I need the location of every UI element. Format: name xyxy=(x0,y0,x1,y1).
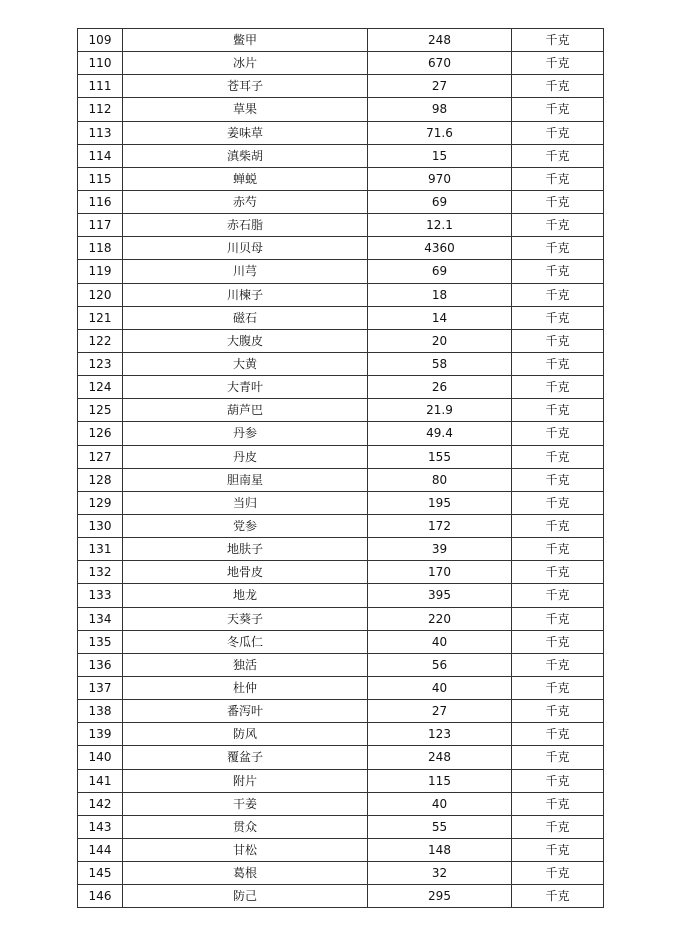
quantity-cell: 40 xyxy=(368,792,512,815)
quantity-cell: 970 xyxy=(368,167,512,190)
item-name-cell: 党参 xyxy=(123,514,368,537)
item-name-cell: 磁石 xyxy=(123,306,368,329)
table-row xyxy=(78,885,604,908)
unit-cell: 千克 xyxy=(512,723,604,746)
row-number-cell: 140 xyxy=(78,746,123,769)
quantity-cell: 20 xyxy=(368,329,512,352)
unit-cell: 千克 xyxy=(512,700,604,723)
quantity-cell: 248 xyxy=(368,746,512,769)
unit-cell: 千克 xyxy=(512,445,604,468)
unit-cell: 千克 xyxy=(512,815,604,838)
unit-cell: 千克 xyxy=(512,676,604,699)
table-row xyxy=(78,700,604,723)
quantity-cell: 14 xyxy=(368,306,512,329)
unit-cell: 千克 xyxy=(512,769,604,792)
table-row xyxy=(78,260,604,283)
item-name-cell: 滇柴胡 xyxy=(123,144,368,167)
item-name-cell: 天葵子 xyxy=(123,607,368,630)
row-number-cell: 114 xyxy=(78,144,123,167)
unit-cell: 千克 xyxy=(512,283,604,306)
quantity-cell: 69 xyxy=(368,190,512,213)
unit-cell: 千克 xyxy=(512,468,604,491)
unit-cell: 千克 xyxy=(512,607,604,630)
quantity-cell: 69 xyxy=(368,260,512,283)
unit-cell: 千克 xyxy=(512,144,604,167)
quantity-cell: 26 xyxy=(368,376,512,399)
row-number-cell: 112 xyxy=(78,98,123,121)
table-row xyxy=(78,121,604,144)
unit-cell: 千克 xyxy=(512,121,604,144)
unit-cell: 千克 xyxy=(512,399,604,422)
row-number-cell: 138 xyxy=(78,700,123,723)
unit-cell: 千克 xyxy=(512,376,604,399)
quantity-cell: 21.9 xyxy=(368,399,512,422)
row-number-cell: 132 xyxy=(78,561,123,584)
item-name-cell: 贯众 xyxy=(123,815,368,838)
table-row xyxy=(78,144,604,167)
unit-cell: 千克 xyxy=(512,352,604,375)
table-row xyxy=(78,746,604,769)
quantity-cell: 15 xyxy=(368,144,512,167)
quantity-cell: 670 xyxy=(368,52,512,75)
item-name-cell: 覆盆子 xyxy=(123,746,368,769)
row-number-cell: 109 xyxy=(78,29,123,52)
quantity-cell: 115 xyxy=(368,769,512,792)
quantity-cell: 170 xyxy=(368,561,512,584)
unit-cell: 千克 xyxy=(512,167,604,190)
table-row xyxy=(78,561,604,584)
table-row xyxy=(78,514,604,537)
item-name-cell: 川芎 xyxy=(123,260,368,283)
row-number-cell: 111 xyxy=(78,75,123,98)
table-row xyxy=(78,676,604,699)
row-number-cell: 131 xyxy=(78,538,123,561)
item-name-cell: 大青叶 xyxy=(123,376,368,399)
table-row xyxy=(78,607,604,630)
quantity-cell: 295 xyxy=(368,885,512,908)
item-name-cell: 地龙 xyxy=(123,584,368,607)
quantity-cell: 32 xyxy=(368,862,512,885)
table-row xyxy=(78,653,604,676)
unit-cell: 千克 xyxy=(512,538,604,561)
table-row xyxy=(78,352,604,375)
item-name-cell: 地肤子 xyxy=(123,538,368,561)
row-number-cell: 134 xyxy=(78,607,123,630)
quantity-cell: 148 xyxy=(368,838,512,861)
row-number-cell: 115 xyxy=(78,167,123,190)
item-name-cell: 大腹皮 xyxy=(123,329,368,352)
table-row xyxy=(78,538,604,561)
unit-cell: 千克 xyxy=(512,75,604,98)
table-row xyxy=(78,468,604,491)
row-number-cell: 120 xyxy=(78,283,123,306)
quantity-cell: 49.4 xyxy=(368,422,512,445)
unit-cell: 千克 xyxy=(512,746,604,769)
quantity-cell: 40 xyxy=(368,630,512,653)
unit-cell: 千克 xyxy=(512,491,604,514)
item-name-cell: 防风 xyxy=(123,723,368,746)
quantity-cell: 12.1 xyxy=(368,214,512,237)
unit-cell: 千克 xyxy=(512,237,604,260)
unit-cell: 千克 xyxy=(512,52,604,75)
row-number-cell: 124 xyxy=(78,376,123,399)
unit-cell: 千克 xyxy=(512,98,604,121)
quantity-cell: 248 xyxy=(368,29,512,52)
herb-price-table xyxy=(77,28,604,908)
item-name-cell: 当归 xyxy=(123,491,368,514)
row-number-cell: 113 xyxy=(78,121,123,144)
table-row xyxy=(78,445,604,468)
row-number-cell: 123 xyxy=(78,352,123,375)
quantity-cell: 58 xyxy=(368,352,512,375)
unit-cell: 千克 xyxy=(512,630,604,653)
row-number-cell: 146 xyxy=(78,885,123,908)
item-name-cell: 冰片 xyxy=(123,52,368,75)
row-number-cell: 129 xyxy=(78,491,123,514)
item-name-cell: 独活 xyxy=(123,653,368,676)
unit-cell: 千克 xyxy=(512,422,604,445)
row-number-cell: 118 xyxy=(78,237,123,260)
table-row xyxy=(78,283,604,306)
table-row xyxy=(78,723,604,746)
row-number-cell: 116 xyxy=(78,190,123,213)
table-row xyxy=(78,98,604,121)
item-name-cell: 赤石脂 xyxy=(123,214,368,237)
table-row xyxy=(78,422,604,445)
unit-cell: 千克 xyxy=(512,561,604,584)
table-row xyxy=(78,52,604,75)
item-name-cell: 番泻叶 xyxy=(123,700,368,723)
quantity-cell: 27 xyxy=(368,700,512,723)
quantity-cell: 18 xyxy=(368,283,512,306)
table-row xyxy=(78,792,604,815)
quantity-cell: 395 xyxy=(368,584,512,607)
quantity-cell: 56 xyxy=(368,653,512,676)
quantity-cell: 40 xyxy=(368,676,512,699)
unit-cell: 千克 xyxy=(512,514,604,537)
item-name-cell: 胆南星 xyxy=(123,468,368,491)
unit-cell: 千克 xyxy=(512,190,604,213)
table-row xyxy=(78,29,604,52)
row-number-cell: 136 xyxy=(78,653,123,676)
row-number-cell: 137 xyxy=(78,676,123,699)
table-body xyxy=(78,29,604,908)
item-name-cell: 葫芦巴 xyxy=(123,399,368,422)
row-number-cell: 142 xyxy=(78,792,123,815)
quantity-cell: 155 xyxy=(368,445,512,468)
table-row xyxy=(78,838,604,861)
table-row xyxy=(78,167,604,190)
quantity-cell: 39 xyxy=(368,538,512,561)
item-name-cell: 地骨皮 xyxy=(123,561,368,584)
row-number-cell: 127 xyxy=(78,445,123,468)
unit-cell: 千克 xyxy=(512,838,604,861)
table-row xyxy=(78,815,604,838)
quantity-cell: 98 xyxy=(368,98,512,121)
unit-cell: 千克 xyxy=(512,306,604,329)
table-row xyxy=(78,306,604,329)
unit-cell: 千克 xyxy=(512,329,604,352)
quantity-cell: 4360 xyxy=(368,237,512,260)
table-row xyxy=(78,329,604,352)
row-number-cell: 128 xyxy=(78,468,123,491)
row-number-cell: 139 xyxy=(78,723,123,746)
row-number-cell: 125 xyxy=(78,399,123,422)
unit-cell: 千克 xyxy=(512,653,604,676)
quantity-cell: 55 xyxy=(368,815,512,838)
unit-cell: 千克 xyxy=(512,29,604,52)
table-row xyxy=(78,237,604,260)
item-name-cell: 大黄 xyxy=(123,352,368,375)
table-row xyxy=(78,399,604,422)
row-number-cell: 144 xyxy=(78,838,123,861)
table-row xyxy=(78,630,604,653)
table-row xyxy=(78,769,604,792)
quantity-cell: 195 xyxy=(368,491,512,514)
table-row xyxy=(78,190,604,213)
row-number-cell: 117 xyxy=(78,214,123,237)
item-name-cell: 干姜 xyxy=(123,792,368,815)
item-name-cell: 杜仲 xyxy=(123,676,368,699)
table-row xyxy=(78,862,604,885)
row-number-cell: 119 xyxy=(78,260,123,283)
item-name-cell: 姜味草 xyxy=(123,121,368,144)
table-row xyxy=(78,75,604,98)
row-number-cell: 121 xyxy=(78,306,123,329)
quantity-cell: 220 xyxy=(368,607,512,630)
item-name-cell: 丹皮 xyxy=(123,445,368,468)
item-name-cell: 附片 xyxy=(123,769,368,792)
row-number-cell: 126 xyxy=(78,422,123,445)
item-name-cell: 蝉蜕 xyxy=(123,167,368,190)
unit-cell: 千克 xyxy=(512,214,604,237)
quantity-cell: 172 xyxy=(368,514,512,537)
item-name-cell: 丹参 xyxy=(123,422,368,445)
unit-cell: 千克 xyxy=(512,260,604,283)
quantity-cell: 80 xyxy=(368,468,512,491)
unit-cell: 千克 xyxy=(512,584,604,607)
item-name-cell: 川楝子 xyxy=(123,283,368,306)
table-row xyxy=(78,584,604,607)
item-name-cell: 甘松 xyxy=(123,838,368,861)
row-number-cell: 133 xyxy=(78,584,123,607)
item-name-cell: 防己 xyxy=(123,885,368,908)
row-number-cell: 110 xyxy=(78,52,123,75)
quantity-cell: 123 xyxy=(368,723,512,746)
item-name-cell: 草果 xyxy=(123,98,368,121)
item-name-cell: 葛根 xyxy=(123,862,368,885)
item-name-cell: 冬瓜仁 xyxy=(123,630,368,653)
unit-cell: 千克 xyxy=(512,792,604,815)
item-name-cell: 苍耳子 xyxy=(123,75,368,98)
item-name-cell: 鳖甲 xyxy=(123,29,368,52)
item-name-cell: 川贝母 xyxy=(123,237,368,260)
row-number-cell: 135 xyxy=(78,630,123,653)
unit-cell: 千克 xyxy=(512,862,604,885)
unit-cell: 千克 xyxy=(512,885,604,908)
row-number-cell: 143 xyxy=(78,815,123,838)
quantity-cell: 71.6 xyxy=(368,121,512,144)
row-number-cell: 141 xyxy=(78,769,123,792)
table-row xyxy=(78,491,604,514)
table-row xyxy=(78,376,604,399)
row-number-cell: 122 xyxy=(78,329,123,352)
row-number-cell: 130 xyxy=(78,514,123,537)
item-name-cell: 赤芍 xyxy=(123,190,368,213)
row-number-cell: 145 xyxy=(78,862,123,885)
quantity-cell: 27 xyxy=(368,75,512,98)
table-row xyxy=(78,214,604,237)
